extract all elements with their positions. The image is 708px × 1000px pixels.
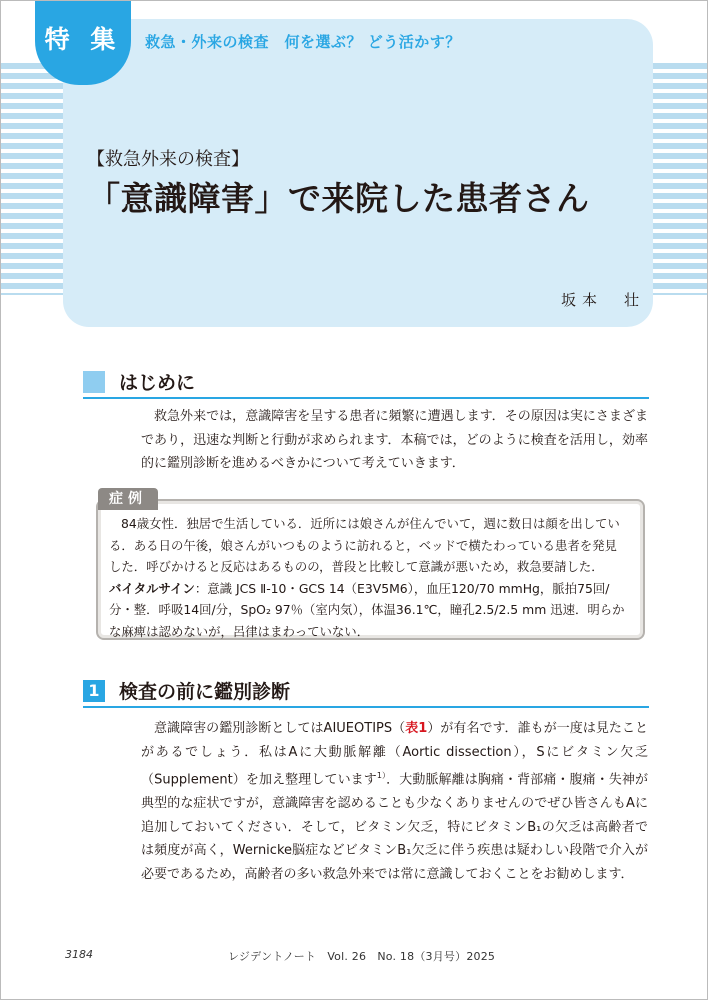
table-reference-link[interactable]: 表1 [405,721,428,736]
journal-info: レジデントノート Vol. 26 No. 18（3月号）2025 [228,950,496,963]
series-title: 救急・外来の検査 何を選ぶ？ どう活かす？ [145,33,461,51]
intro-text: 救急外来では，意識障害を呈する患者に頻繁に遭遇します．その原因は実にさまざまであり，迅速な判断と行動が求められます．本稿では，どのように検査を活用し，効率的に鑑別診断を進めるべきかについて考えていきます． [141,409,648,472]
case-label: 症例 [98,488,158,510]
page-number: 3184 [65,948,93,961]
case-body [109,513,629,642]
intro-heading-text: はじめに [119,372,196,394]
text-segment: ．大動脈解離は胸痛・背部痛・腹痛・失神が典型的な症状ですが，意識障害を認めることも少なくありませんのでぜひ皆さんもAに追加しておいてください．そして，ビタミン欠乏，特にビタミンB₁の欠乏は高齢者では頻度が高く，Wernicke脳症などビタミンB₁欠乏に伴う疾患は疑わしい段階で介入が必要であるため，高齢者の多い救急外来では常に意識しておくことをお勧めします． [141,772,648,882]
vitals-label: バイタルサイン [109,580,195,596]
text-segment: 意識障害の鑑別診断としてはAIUEOTIPS（ [154,721,406,736]
case-history: 84歳女性．独居で生活している．近所には娘さんが住んでいて，週に数日は顔を出している．ある日の午後，娘さんがいつものように訪れると，ベッドで横たわっている患者を発見した．呼びかけると反応はあるものの，普段と比較して意識が悪いため，救急要請した． [109,516,620,574]
feature-badge: 特 集 [35,1,131,85]
author-name: 坂本 壮 [561,291,646,309]
section-1-heading [83,678,649,708]
decorative-stripes-left [1,63,63,295]
text-segment: ）が有名です．誰もが一度は見たことがあるでしょう．私はAに大動脈解離（Aortic dissection），Sにビタミン欠乏（Supplement）を加え整理しています [141,721,648,788]
section-1-text [141,717,648,886]
section-1-heading-text: 検査の前に鑑別診断 [119,681,291,703]
heading-square-icon [83,371,105,393]
section-1-paragraph [141,717,648,886]
vitals-text: ：意識 JCS Ⅱ-10・GCS 14（E3V5M6），血圧120/70 mmHg，脈拍75回/分・整．呼吸14回/分，SpO₂ 97％（室内気），体温36.1℃，瞳孔2.5/2.5 mm 迅速．明らかな麻痺は認めないが，呂律はまわっていない． [109,580,625,639]
case-vitals [109,578,629,643]
citation-link[interactable]: 1） [376,771,387,781]
intro-heading [83,369,649,399]
article-title: 「意識障害」で来院した患者さん [87,179,590,218]
section-number: 1 [83,680,105,702]
intro-paragraph [141,405,648,476]
article-category: 【救急外来の検査】 [87,149,249,170]
decorative-stripes-right [651,63,707,295]
